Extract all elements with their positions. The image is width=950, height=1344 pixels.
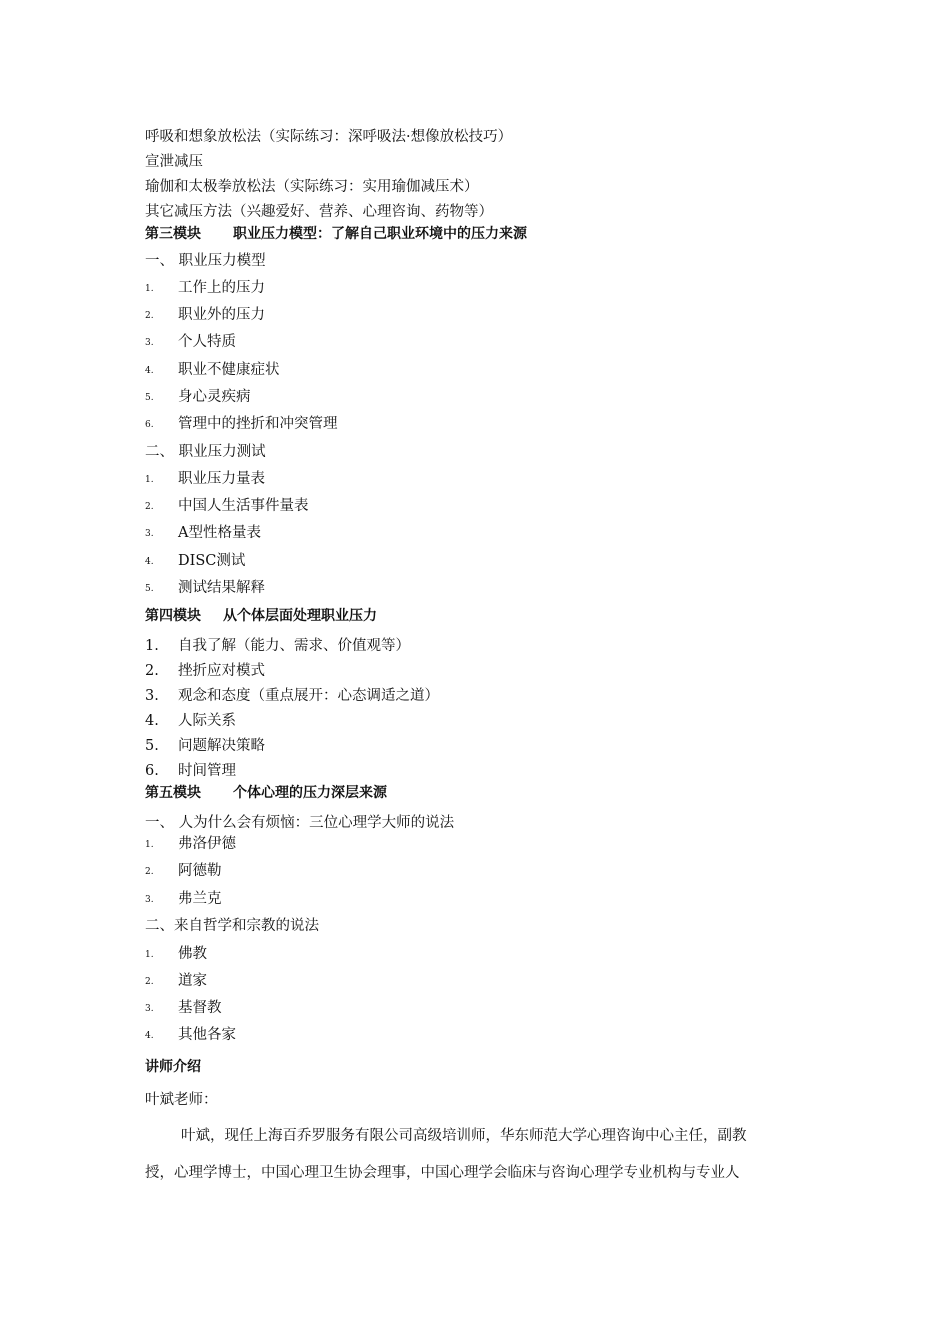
- list-item: 职业外的压力: [178, 307, 265, 323]
- list-number: 5.: [145, 584, 154, 594]
- list-number: 1.: [145, 840, 154, 850]
- module-title: 个体心理的压力深层来源: [233, 785, 387, 801]
- lecturer-heading: 讲师介绍: [145, 1059, 201, 1075]
- list-item: 管理中的挫折和冲突管理: [178, 416, 338, 432]
- list-number: 1.: [145, 638, 159, 654]
- list-item: 道家: [178, 973, 207, 989]
- list-number: 5.: [145, 393, 154, 403]
- list-item: A型性格量表: [178, 525, 261, 541]
- list-number: 2.: [145, 867, 154, 877]
- list-number: 3.: [145, 529, 154, 539]
- list-item: 测试结果解释: [178, 580, 265, 596]
- section-heading: 一、 职业压力模型: [145, 253, 266, 269]
- list-number: 2.: [145, 977, 154, 987]
- section-heading: 二、 职业压力测试: [145, 444, 266, 460]
- list-item: 阿德勒: [178, 863, 222, 879]
- lecturer-bio-line: 叶斌，现任上海百乔罗服务有限公司高级培训师，华东师范大学心理咨询中心主任，副教: [181, 1128, 747, 1144]
- text-line: 呼吸和想象放松法（实际练习：深呼吸法·想像放松技巧）: [145, 129, 513, 145]
- list-number: 4.: [145, 366, 154, 376]
- list-item: 其他各家: [178, 1027, 236, 1043]
- list-number: 2.: [145, 311, 154, 321]
- list-item: 工作上的压力: [178, 280, 265, 296]
- module-label: 第五模块: [145, 785, 201, 801]
- list-number: 1.: [145, 284, 154, 294]
- lecturer-name: 叶斌老师：: [145, 1092, 218, 1108]
- list-item: 人际关系: [178, 713, 236, 729]
- module-heading: [145, 224, 527, 244]
- list-item: 身心灵疾病: [178, 389, 251, 405]
- list-item: 时间管理: [178, 763, 236, 779]
- list-item: 弗洛伊德: [178, 836, 236, 852]
- list-item: 基督教: [178, 1000, 222, 1016]
- module-label: 第三模块: [145, 226, 201, 242]
- list-item: 职业压力量表: [178, 471, 265, 487]
- list-item: DISC测试: [178, 553, 246, 569]
- section-heading: 二、来自哲学和宗教的说法: [145, 918, 319, 934]
- list-item: 观念和态度（重点展开：心态调适之道）: [178, 688, 439, 704]
- list-number: 1.: [145, 950, 154, 960]
- list-number: 6.: [145, 763, 159, 779]
- module-title: 从个体层面处理职业压力: [223, 608, 377, 624]
- list-item: 问题解决策略: [178, 738, 265, 754]
- list-item: 自我了解（能力、需求、价值观等）: [178, 638, 410, 654]
- list-item: 中国人生活事件量表: [178, 498, 309, 514]
- list-number: 4.: [145, 557, 154, 567]
- lecturer-bio-line: 授，心理学博士，中国心理卫生协会理事，中国心理学会临床与咨询心理学专业机构与专业人: [145, 1165, 740, 1181]
- list-number: 3.: [145, 688, 159, 704]
- text-line: 宣泄减压: [145, 154, 203, 170]
- list-number: 4.: [145, 1031, 154, 1041]
- section-heading: 一、 人为什么会有烦恼：三位心理学大师的说法: [145, 815, 455, 831]
- list-number: 1.: [145, 475, 154, 485]
- list-number: 5.: [145, 738, 159, 754]
- module-heading: [145, 606, 377, 626]
- list-item: 弗兰克: [178, 891, 222, 907]
- list-number: 6.: [145, 420, 154, 430]
- list-number: 4.: [145, 713, 159, 729]
- list-number: 2.: [145, 663, 159, 679]
- module-heading: [145, 783, 387, 803]
- list-number: 3.: [145, 1004, 154, 1014]
- list-item: 职业不健康症状: [178, 362, 280, 378]
- list-number: 2.: [145, 502, 154, 512]
- module-label: 第四模块: [145, 608, 201, 624]
- module-title: 职业压力模型：了解自己职业环境中的压力来源: [233, 226, 527, 242]
- list-number: 3.: [145, 895, 154, 905]
- list-number: 3.: [145, 338, 154, 348]
- list-item: 个人特质: [178, 334, 236, 350]
- list-item: 挫折应对模式: [178, 663, 265, 679]
- list-item: 佛教: [178, 946, 207, 962]
- text-line: 瑜伽和太极拳放松法（实际练习：实用瑜伽减压术）: [145, 179, 479, 195]
- text-line: 其它减压方法（兴趣爱好、营养、心理咨询、药物等）: [145, 204, 493, 220]
